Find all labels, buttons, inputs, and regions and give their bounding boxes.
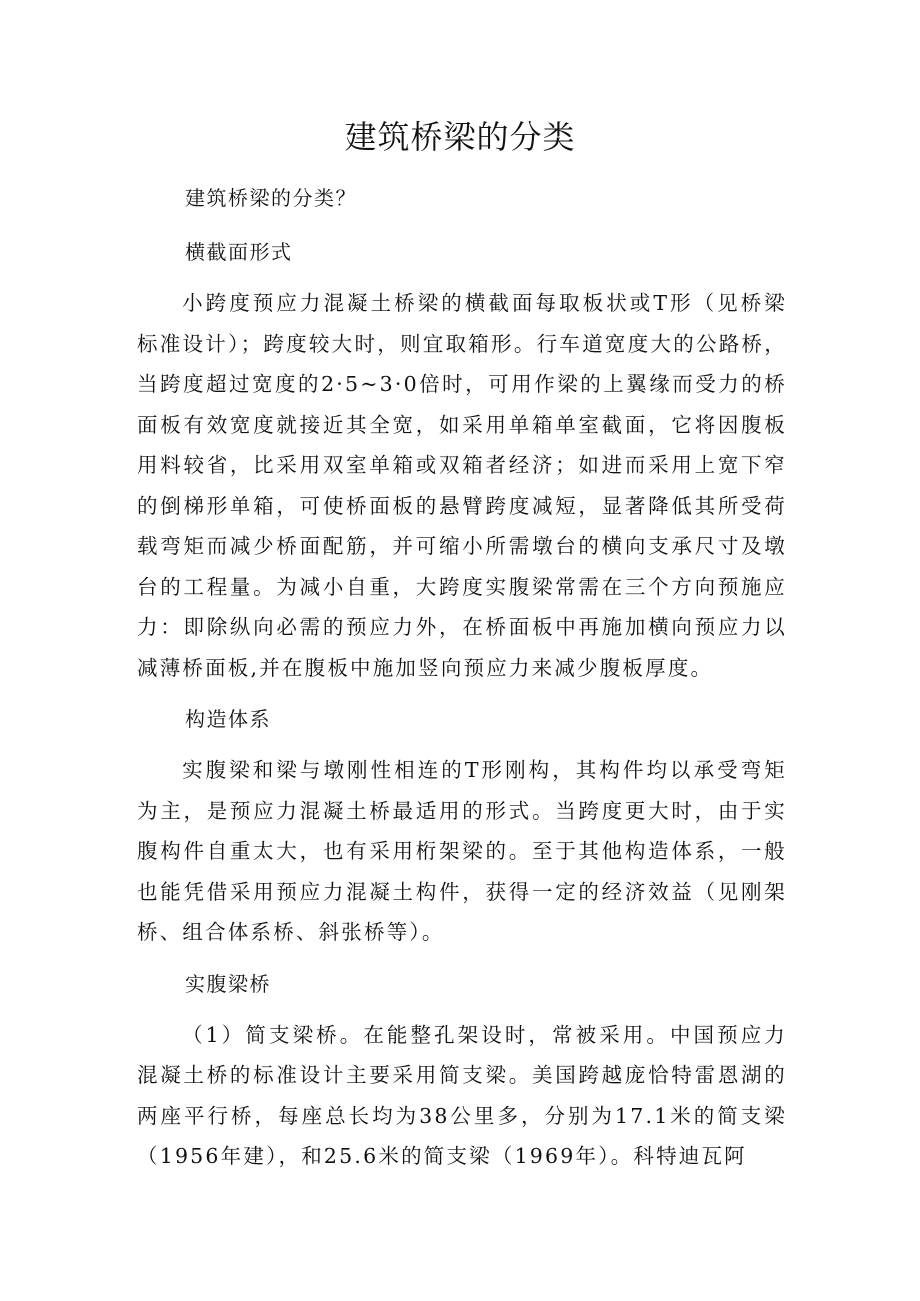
section-heading-solid-web-bridge: 实腹梁桥 <box>185 971 271 996</box>
section-paragraph-solid-web-bridge: （1）简支梁桥。在能整孔架设时，常被采用。中国预应力混凝土桥的标准设计主要采用简支梁。美国跨越庞恰特雷恩湖的两座平行桥，每座总长均为38公里多，分别为17.1米的简支梁（1956年建），和25.6米的简支梁（1969年）。科特迪瓦阿 <box>137 1022 787 1168</box>
question-heading: 建筑桥梁的分类？ <box>185 186 357 210</box>
section-paragraph-cross-section: 小跨度预应力混凝土桥梁的横截面每取板状或T形（见桥梁标准设计）；跨度较大时，则宜取箱形。行车道宽度大的公路桥，当跨度超过宽度的2·5~3·0倍时，可用作梁的上翼缘而受力的桥面板有效宽度就接近其全宽，如采用单箱单室截面，它将因腹板用料较省，比采用双室单箱或双箱者经济；如进而采用上宽下窄的倒梯形单箱，可使桥面板的悬臂跨度减短，显著降低其所受荷载弯矩而减少桥面配筋，并可缩小所需墩台的横向支承尺寸及墩台的工程量。为减小自重，大跨度实腹梁常需在三个方向预施应力：即除纵向必需的预应力外，在桥面板中再施加横向预应力以减薄桥面板,并在腹板中施加竖向预应力来减少腹板厚度。 <box>137 291 787 680</box>
document-body <box>137 183 787 1177</box>
section-paragraph-structural-system: 实腹梁和梁与墩刚性相连的T形刚构，其构件均以承受弯矩为主，是预应力混凝土桥最适用的形式。当跨度更大时，由于实腹构件自重太大，也有采用桁架梁的。至于其他构造体系，一般也能凭借采用预应力混凝土构件，获得一定的经济效益（见刚架桥、组合体系桥、斜张桥等）。 <box>137 758 787 944</box>
document-title: 建筑桥梁的分类 <box>344 118 576 156</box>
section-heading-structural-system: 构造体系 <box>185 707 271 731</box>
section-heading-cross-section: 横截面形式 <box>185 240 293 264</box>
